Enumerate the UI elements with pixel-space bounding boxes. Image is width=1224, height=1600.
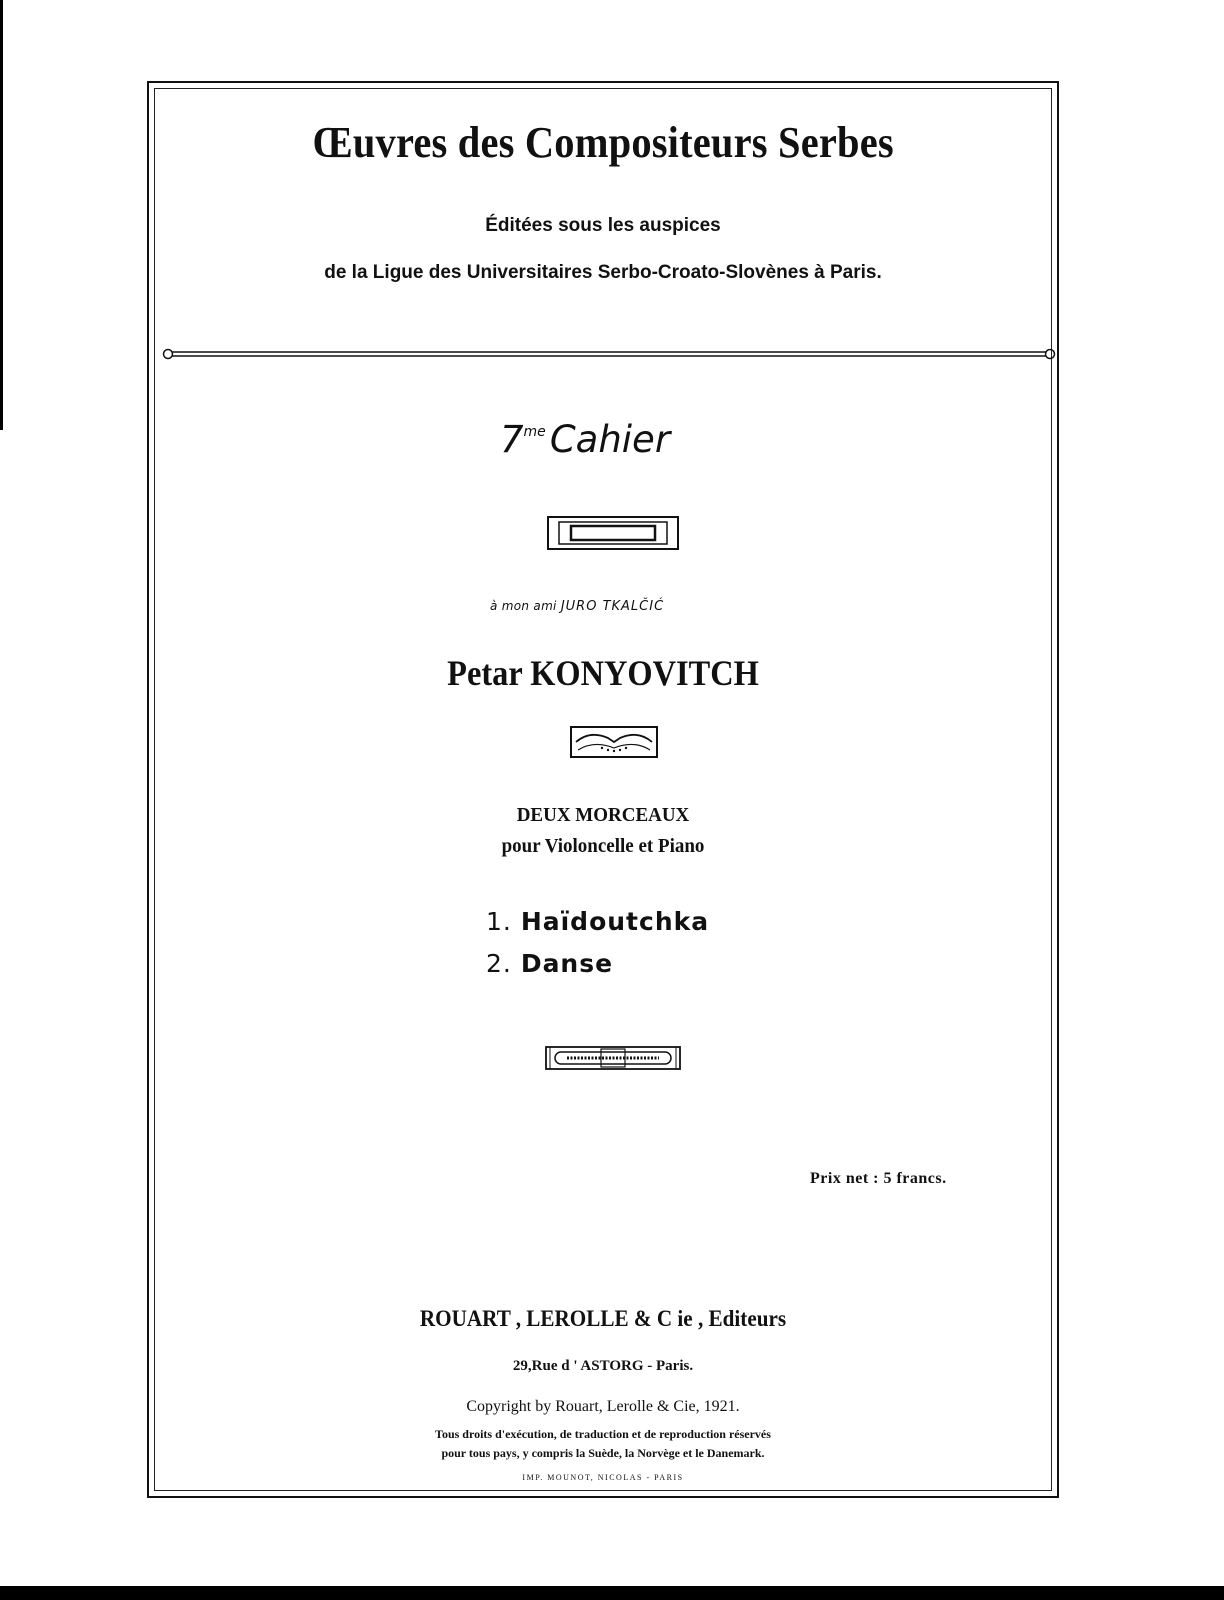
price: Prix net : 5 francs. <box>810 1170 947 1187</box>
piece-2-number: 2. <box>486 949 512 978</box>
scroll-divider-ornament <box>162 348 1056 360</box>
scan-edge-mark <box>0 0 3 430</box>
floral-ornament <box>570 726 658 758</box>
piece-1-number: 1. <box>486 907 512 936</box>
printer-imprint: IMP. MOUNOT, NICOLAS - PARIS <box>522 1473 684 1482</box>
volume-suffix: me <box>523 424 546 440</box>
piece-1 <box>486 907 709 936</box>
volume-label <box>500 418 720 461</box>
piece-2-name: Danse <box>520 949 614 978</box>
series-title: Œuvres des Compositeurs Serbes <box>312 118 894 167</box>
dedication-prefix: à mon ami <box>490 599 557 613</box>
volume-word: Cahier <box>549 418 671 461</box>
rectangular-ornament-2 <box>545 1046 681 1070</box>
work-instrumentation: pour Violoncelle et Piano <box>501 835 705 857</box>
inner-border-frame <box>154 88 1052 1491</box>
work-title: DEUX MORCEAUX <box>516 804 690 826</box>
rights-line-2: pour tous pays, y compris la Suède, la Norvège et le Danemark. <box>441 1446 765 1460</box>
series-subtitle-line2: de la Ligue des Universitaires Serbo-Croato-Slovènes à Paris. <box>324 262 882 283</box>
dedication <box>490 599 730 614</box>
dedication-name: JURO TKALČIĆ <box>560 599 665 614</box>
publisher-address: 29,Rue d ' ASTORG - Paris. <box>512 1358 694 1374</box>
copyright-notice: Copyright by Rouart, Lerolle & Cie, 1921. <box>466 1398 740 1415</box>
composer-name: Petar KONYOVITCH <box>447 653 759 693</box>
scan-bottom-edge <box>0 1586 1224 1600</box>
rectangular-ornament-1 <box>547 516 679 550</box>
publisher-name: ROUART , LEROLLE & C ie , Editeurs <box>419 1306 787 1331</box>
piece-2 <box>486 949 613 978</box>
piece-1-name: Haïdoutchka <box>520 907 710 936</box>
volume-number: 7 <box>500 418 524 461</box>
rights-line-1: Tous droits d'exécution, de traduction et de reproduction réservés <box>435 1427 771 1441</box>
series-subtitle-line1: Éditées sous les auspices <box>485 215 721 236</box>
